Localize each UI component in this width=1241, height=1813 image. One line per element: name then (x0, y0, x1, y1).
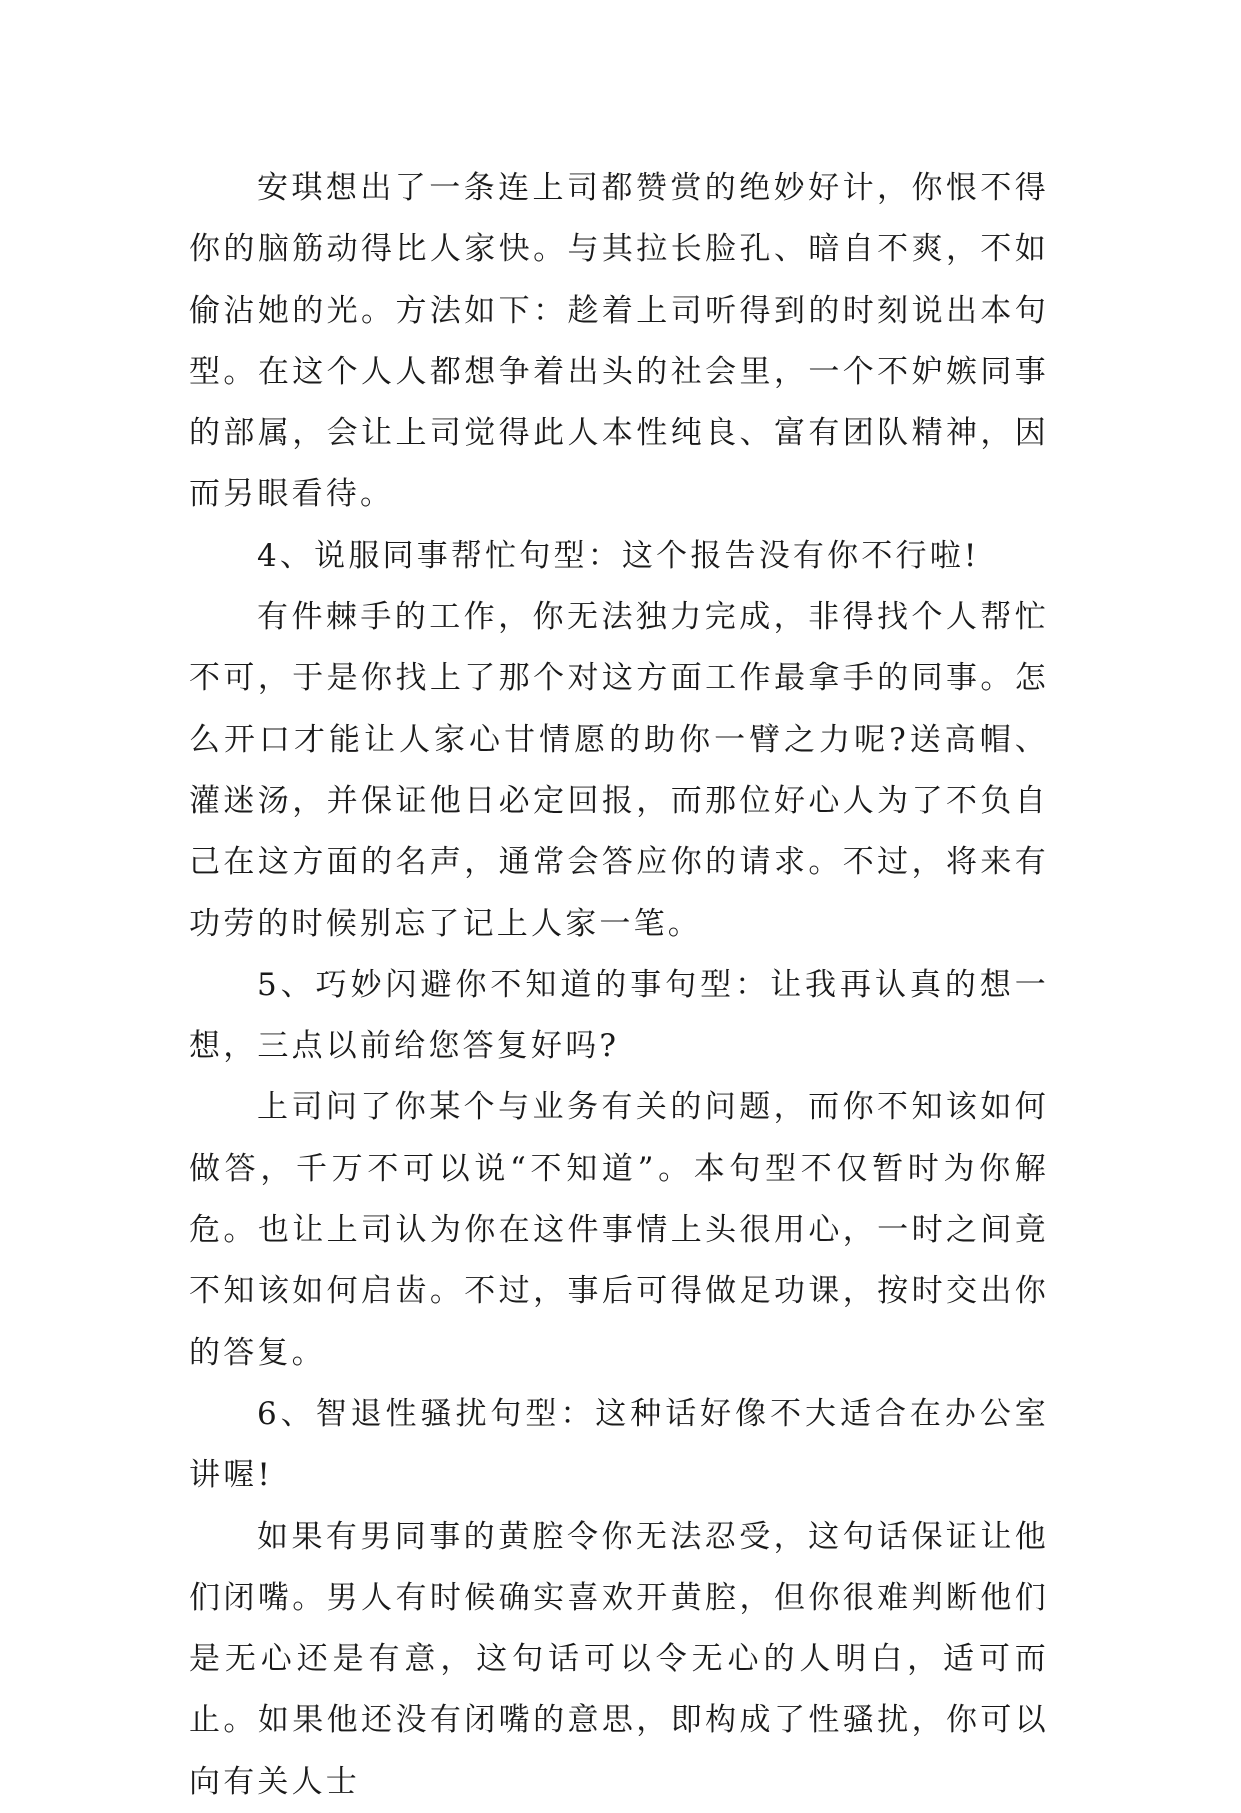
paragraph-persuade-colleague: 有件棘手的工作，你无法独力完成，非得找个人帮忙不可，于是你找上了那个对这方面工作最拿手的同事。怎么开口才能让人家心甘情愿的助你一臂之力呢?送高帽、灌迷汤，并保证他日必定回报，而那位好心人为了不负自己在这方面的名声，通常会答应你的请求。不过，将来有功劳的时候别忘了记上人家一笔。 (189, 599, 1049, 942)
document-body (189, 158, 1049, 1813)
heading-harassment: 6、智退性骚扰句型：这种话好像不大适合在办公室讲喔! (189, 1395, 1049, 1494)
heading-avoid-unknown: 5、巧妙闪避你不知道的事句型：让我再认真的想一想，三点以前给您答复好吗? (189, 966, 1049, 1065)
paragraph-harassment: 如果有男同事的黄腔令你无法忍受，这句话保证让他们闭嘴。男人有时候确实喜欢开黄腔，但你很难判断他们是无心还是有意，这句话可以令无心的人明白，适可而止。如果他还没有闭嘴的意思，即构成了性骚扰，你可以向有关人士 (189, 1518, 1049, 1800)
paragraph-praise-colleague: 安琪想出了一条连上司都赞赏的绝妙好计，你恨不得你的脑筋动得比人家快。与其拉长脸孔、暗自不爽，不如偷沾她的光。方法如下：趁着上司听得到的时刻说出本句型。在这个人人都想争着出头的社会里，一个不妒嫉同事的部属，会让上司觉得此人本性纯良、富有团队精神，因而另眼看待。 (189, 170, 1049, 513)
paragraph-avoid-unknown: 上司问了你某个与业务有关的问题，而你不知该如何做答，千万不可以说“不知道”。本句型不仅暂时为你解危。也让上司认为你在这件事情上头很用心，一时之间竟不知该如何启齿。不过，事后可得做足功课，按时交出你的答复。 (189, 1089, 1049, 1371)
heading-persuade-colleague: 4、说服同事帮忙句型：这个报告没有你不行啦! (257, 537, 980, 574)
